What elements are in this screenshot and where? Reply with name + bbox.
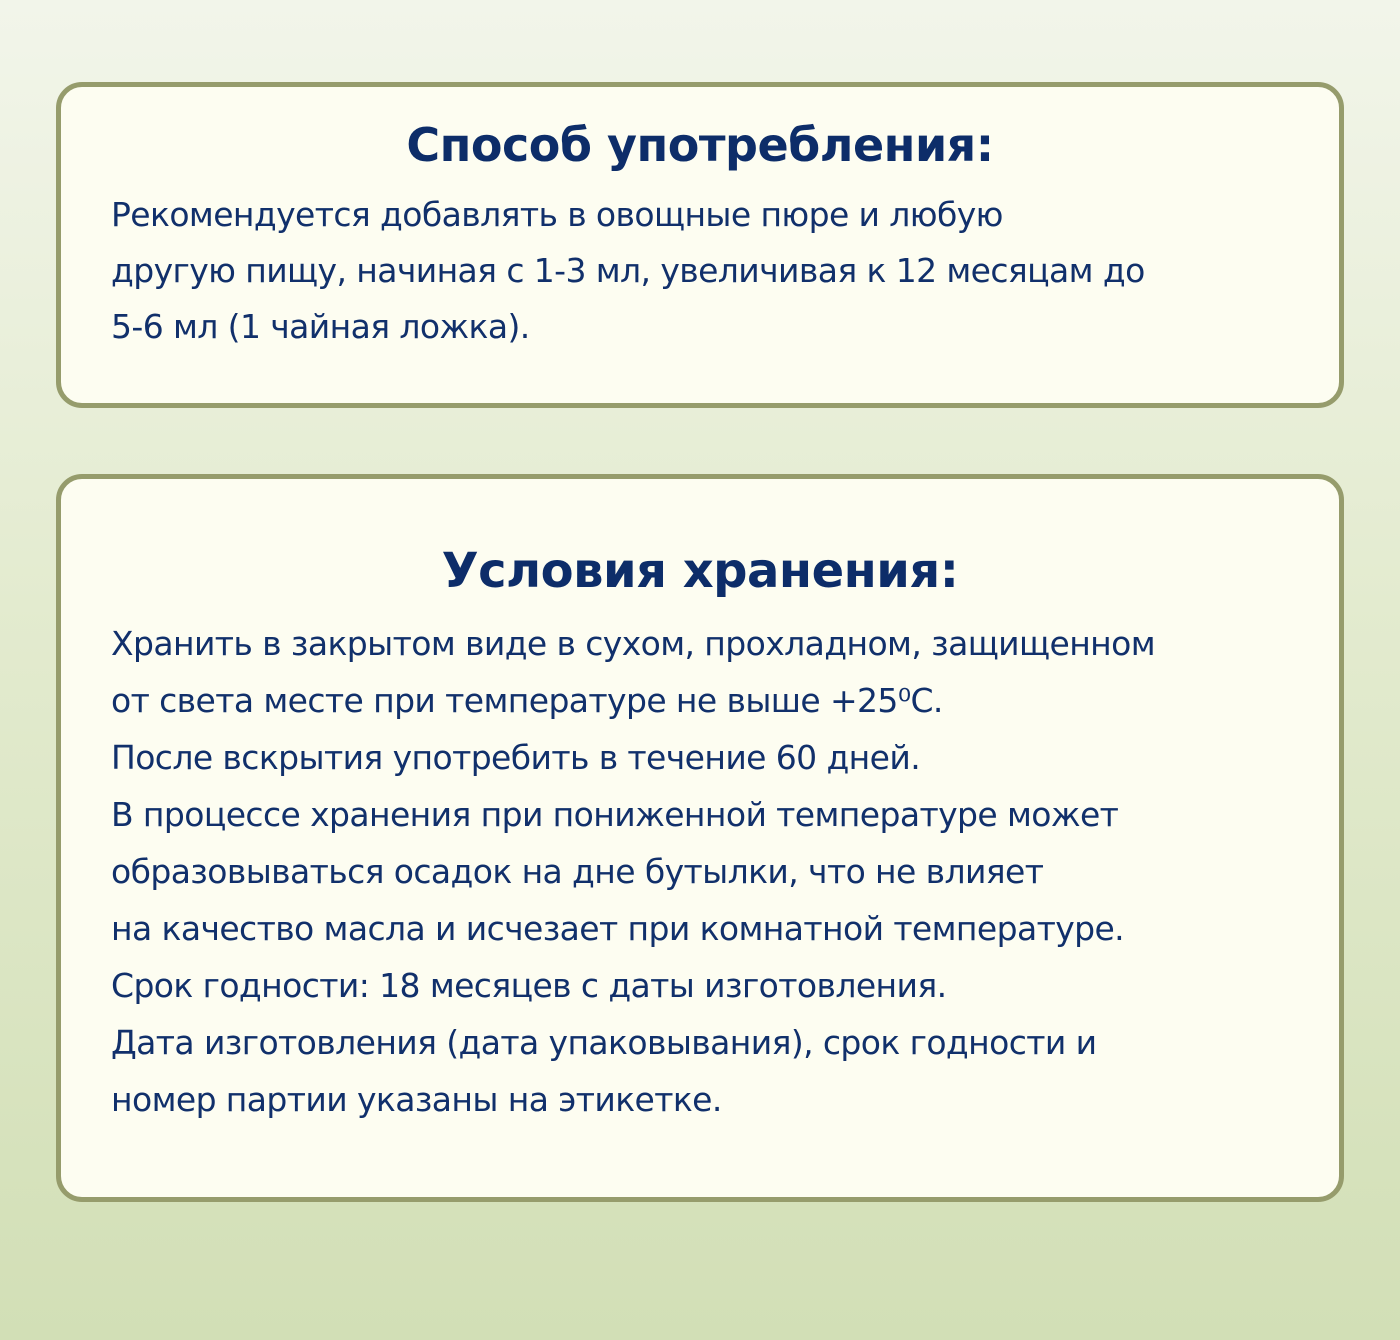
usage-text-line: другую пищу, начиная с 1-3 мл, увеличивая к 12 месяцам до <box>111 251 1145 290</box>
usage-title: Способ употребления: <box>406 118 994 172</box>
storage-text-line: Срок годности: 18 месяцев с даты изготовления. <box>111 966 947 1005</box>
storage-text <box>111 615 1289 1128</box>
usage-text-line: 5-6 мл (1 чайная ложка). <box>111 307 530 346</box>
storage-text-line: Дата изготовления (дата упаковывания), срок годности и <box>111 1023 1097 1062</box>
storage-text-line: образовываться осадок на дне бутылки, что не влияет <box>111 852 1044 891</box>
storage-card <box>56 474 1344 1202</box>
storage-text-line: В процессе хранения при пониженной температуре может <box>111 795 1119 834</box>
usage-text <box>111 187 1289 355</box>
storage-text-line: После вскрытия употребить в течение 60 дней. <box>111 738 921 777</box>
storage-text-line: Хранить в закрытом виде в сухом, прохладном, защищенном <box>111 624 1156 663</box>
storage-title: Условия хранения: <box>441 543 959 599</box>
usage-card <box>56 82 1344 408</box>
storage-text-line: номер партии указаны на этикетке. <box>111 1080 722 1119</box>
storage-text-line: от света месте при температуре не выше +25⁰С. <box>111 681 943 720</box>
usage-text-line: Рекомендуется добавлять в овощные пюре и любую <box>111 195 1003 234</box>
storage-text-line: на качество масла и исчезает при комнатной температуре. <box>111 909 1125 948</box>
